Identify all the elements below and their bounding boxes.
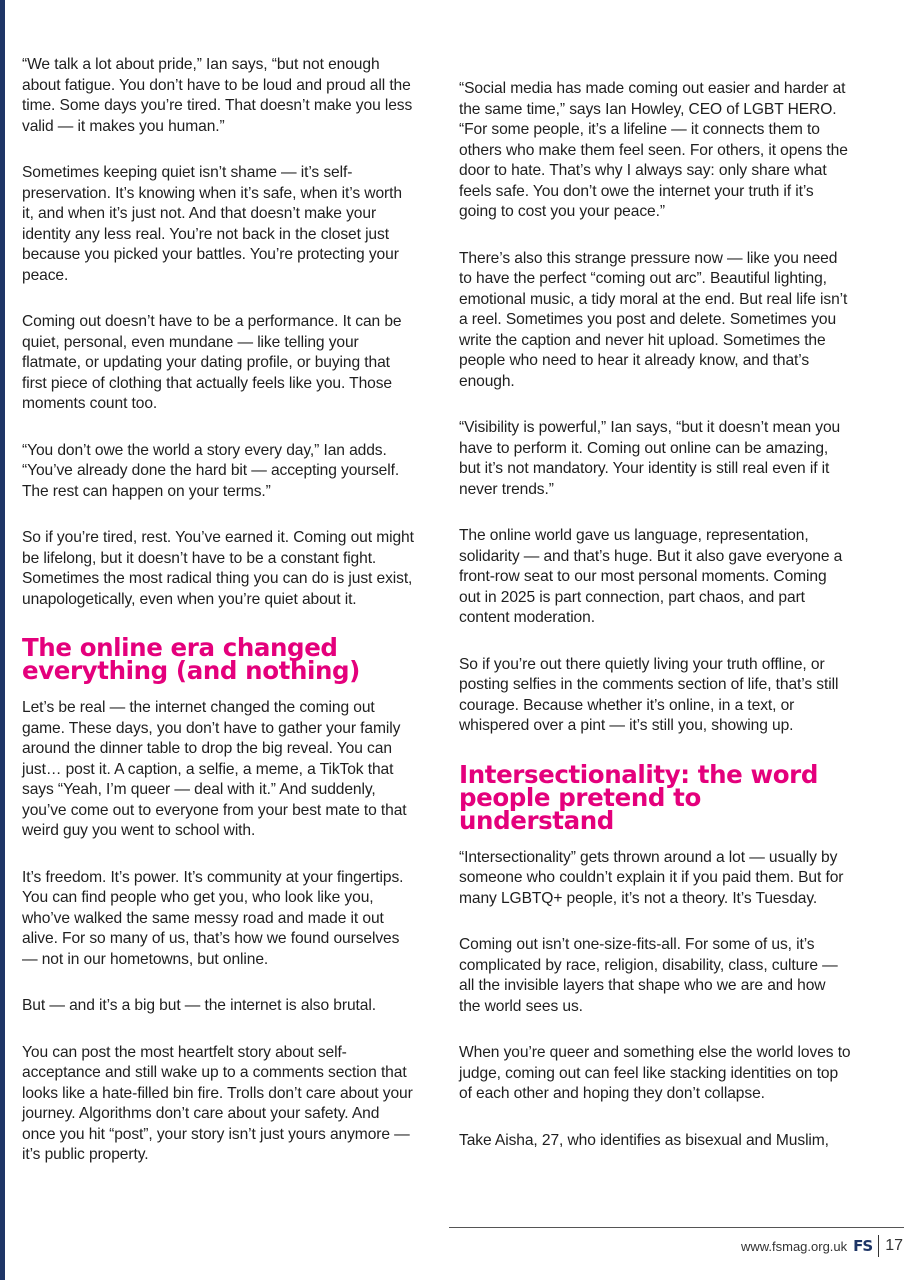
paragraph: When you’re queer and something else the world loves to judge, coming out can feel like stacking identities on top of each other and hoping they don’t collapse. — [459, 1044, 851, 1102]
paragraph: So if you’re out there quietly living your truth offline, or posting selfies in the comments section of life, that’s still courage. Because whether it’s online, in a text, or whispered over a pint — it’s still you, showing up. — [459, 655, 839, 734]
fs-logo: FS — [853, 1237, 873, 1255]
paragraph: Sometimes keeping quiet isn’t shame — it’s self-preservation. It’s knowing when it’s safe, when it’s worth it, and when it’s just not. And that doesn’t make your identity any less real. You’re not back in the closet just because you picked your battles. You’re protecting your peace. — [22, 164, 402, 284]
paragraph: Take Aisha, 27, who identifies as bisexual and Muslim, — [459, 1131, 829, 1149]
paragraph: “We talk a lot about pride,” Ian says, “but not enough about fatigue. You don’t have to be loud and proud all the time. Some days you’re tired. That doesn’t make you less valid — it makes you human.” — [22, 56, 413, 135]
paragraph: Let’s be real — the internet changed the coming out game. These days, you don’t have to gather your family around the dinner table to drop the big reveal. You can just… post it. A caption, a selfie, a meme, a TikTok that says “Yeah, I’m queer — deal with it.” And suddenly, you’ve come out to everyone from your best mate to that weird guy you went to school with. — [22, 699, 407, 839]
paragraph: It’s freedom. It’s power. It’s community at your fingertips. You can find people who get you, who look like you, who’ve walked the same messy road and made it out alive. For so many of us, that’s how we found ourselves — not in our hometowns, but online. — [22, 868, 404, 968]
paragraph: There’s also this strange pressure now — like you need to have the perfect “coming out arc”. Beautiful lighting, emotional music, a tidy moral at the end. But real life isn’t a reel. Sometimes you post and delete. Sometimes you write the caption and never hit upload. Sometimes the people who need to hear it already know, and that’s enough. — [459, 249, 848, 390]
paragraph: “Intersectionality” gets thrown around a lot — usually by someone who couldn’t explain it if you paid them. But for many LGBTQ+ people, it’s not a theory. It’s Tuesday. — [459, 848, 844, 907]
right-column — [459, 79, 851, 1177]
page-number: 17 — [885, 1237, 903, 1254]
paragraph: “Visibility is powerful,” Ian says, “but it doesn’t mean you have to perform it. Coming out online can be amazing, but it’s not mandatory. Your identity is still real even if it never trends.” — [459, 419, 841, 498]
section-heading-intersectionality: Intersectionality: the word people pretend to understand — [459, 759, 818, 835]
footer-divider — [449, 1227, 904, 1228]
paragraph: “Social media has made coming out easier and harder at the same time,” says Ian Howley, CEO of LGBT HERO. “For some people, it’s a lifeline — it connects them to others who make them feel seen. For others, it opens the door to hate. That’s why I always say: only share what feels safe. You don’t owe the internet your truth if it’s going to cost you your peace.” — [459, 80, 848, 220]
page-footer — [741, 1234, 903, 1258]
left-column — [22, 55, 414, 1192]
spine-edge — [0, 0, 5, 1280]
footer-separator — [878, 1235, 879, 1257]
paragraph: But — and it’s a big but — the internet is also brutal. — [22, 997, 376, 1014]
footer-url-link[interactable]: www.fsmag.org.uk — [740, 1238, 848, 1254]
paragraph: So if you’re tired, rest. You’ve earned it. Coming out might be lifelong, but it doesn’t have to be a constant fight. Sometimes the most radical thing you can do is just exist, unapologetically, even when you’re quiet about it. — [22, 529, 414, 608]
paragraph: The online world gave us language, representation, solidarity — and that’s huge. But it also gave everyone a front-row seat to our most personal moments. Coming out in 2025 is part connection, part chaos, and part content moderation. — [459, 527, 843, 626]
paragraph: You can post the most heartfelt story about self-acceptance and still wake up to a comments section that looks like a hate-filled bin fire. Trolls don’t care about your journey. Algorithms don’t care about your safety. And once you hit “post”, your story isn’t just yours anymore — it’s public property. — [22, 1043, 413, 1163]
paragraph: Coming out doesn’t have to be a performance. It can be quiet, personal, even mundane — like telling your flatmate, or updating your dating profile, or buying that first piece of clothing that actually feels like you. Those moments count too. — [22, 313, 402, 412]
paragraph: Coming out isn’t one-size-fits-all. For some of us, it’s complicated by race, religion, disability, class, culture — all the invisible layers that shape who we are and how the world sees us. — [459, 936, 838, 1015]
section-heading-online-era: The online era changed everything (and nothing) — [22, 633, 360, 685]
paragraph: “You don’t owe the world a story every day,” Ian adds. “You’ve already done the hard bit — accepting yourself. The rest can happen on your terms.” — [22, 441, 400, 500]
